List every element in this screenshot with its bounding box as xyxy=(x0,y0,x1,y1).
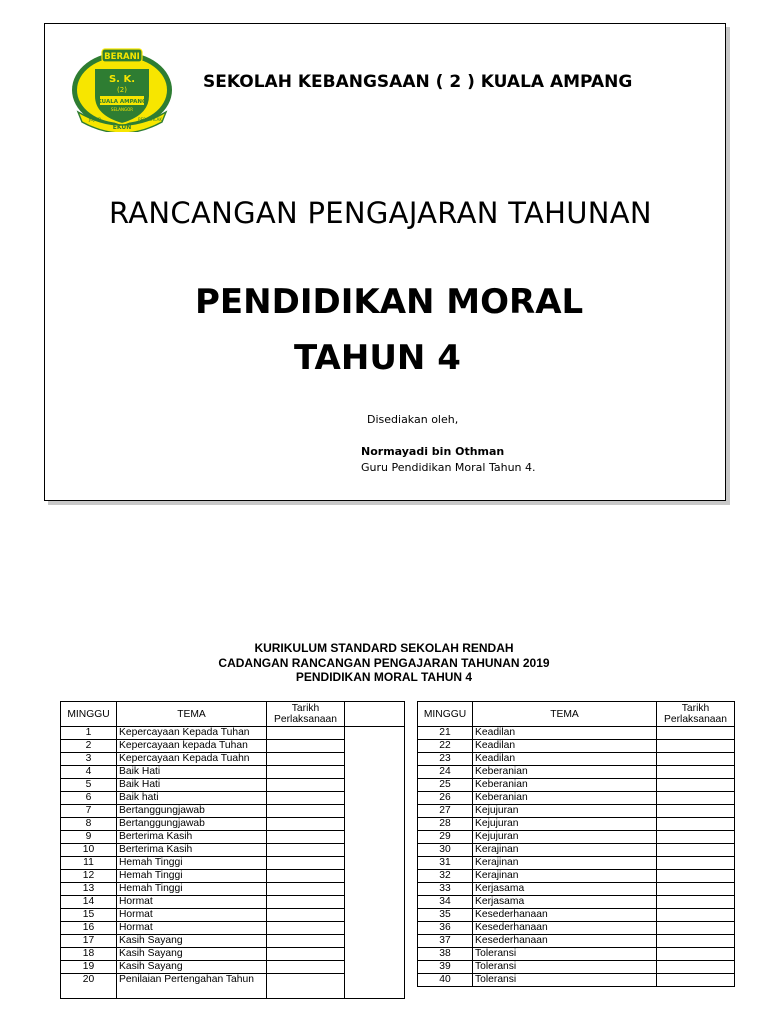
theme-cell: Kerajinan xyxy=(473,857,657,870)
theme-cell: Baik Hati xyxy=(117,779,267,792)
table-row xyxy=(418,818,735,831)
table-body-right xyxy=(418,727,735,987)
date-cell xyxy=(267,805,345,818)
document-title: RANCANGAN PENGAJARAN TAHUNAN xyxy=(109,196,652,230)
theme-cell: Kejujuran xyxy=(473,818,657,831)
theme-cell: Kepercayaan Kepada Tuhan xyxy=(117,727,267,740)
date-cell xyxy=(657,831,735,844)
theme-cell: Keberanian xyxy=(473,792,657,805)
week-number: 3 xyxy=(61,753,117,766)
date-cell xyxy=(267,831,345,844)
week-number: 35 xyxy=(418,909,473,922)
table-row xyxy=(418,896,735,909)
table-header-row xyxy=(418,702,735,727)
date-cell xyxy=(267,935,345,948)
date-cell xyxy=(657,779,735,792)
week-number: 5 xyxy=(61,779,117,792)
week-number: 32 xyxy=(418,870,473,883)
spacer-column xyxy=(345,727,405,999)
date-cell xyxy=(657,883,735,896)
logo-ribbon-left: JUJUR xyxy=(88,118,102,123)
theme-cell: Kejujuran xyxy=(473,805,657,818)
week-number: 14 xyxy=(61,896,117,909)
date-header-line1: Tarikh xyxy=(681,703,710,714)
week-number: 25 xyxy=(418,779,473,792)
week-number: 37 xyxy=(418,935,473,948)
table-header-row xyxy=(61,702,405,727)
theme-cell: Hormat xyxy=(117,896,267,909)
week-number: 13 xyxy=(61,883,117,896)
week-number: 12 xyxy=(61,870,117,883)
date-cell xyxy=(657,792,735,805)
week-number: 24 xyxy=(418,766,473,779)
table-row xyxy=(61,727,405,740)
author-name: Normayadi bin Othman xyxy=(361,445,505,458)
week-number: 15 xyxy=(61,909,117,922)
logo-state: SELANGOR xyxy=(110,107,134,112)
theme-cell: Kerajinan xyxy=(473,870,657,883)
date-header xyxy=(267,702,345,727)
prepared-by-label: Disediakan oleh, xyxy=(367,413,459,426)
week-number: 40 xyxy=(418,974,473,987)
date-cell xyxy=(657,961,735,974)
table-row xyxy=(418,779,735,792)
date-cell xyxy=(657,922,735,935)
theme-cell: Kepercayaan Kepada Tuahn xyxy=(117,753,267,766)
week-header: MINGGU xyxy=(418,702,473,727)
theme-cell: Keadilan xyxy=(473,753,657,766)
theme-cell: Bertanggungjawab xyxy=(117,805,267,818)
date-cell xyxy=(267,948,345,961)
weekly-plan-table-right xyxy=(417,701,735,987)
week-number: 19 xyxy=(61,961,117,974)
theme-cell: Toleransi xyxy=(473,948,657,961)
date-header-line2: Perlaksanaan xyxy=(664,714,727,725)
date-header-line1: Tarikh xyxy=(291,703,320,714)
date-cell xyxy=(657,948,735,961)
table-row xyxy=(418,766,735,779)
table-row xyxy=(418,922,735,935)
table-row xyxy=(418,961,735,974)
date-cell xyxy=(267,896,345,909)
table-row xyxy=(418,753,735,766)
date-cell xyxy=(267,740,345,753)
date-header xyxy=(657,702,735,727)
plan-heading-title: CADANGAN RANCANGAN PENGAJARAN TAHUNAN 2019 xyxy=(218,655,550,670)
table-row xyxy=(418,883,735,896)
week-number: 39 xyxy=(418,961,473,974)
week-number: 28 xyxy=(418,818,473,831)
theme-cell: Berterima Kasih xyxy=(117,831,267,844)
school-name: SEKOLAH KEBANGSAAN ( 2 ) KUALA AMPANG xyxy=(203,72,633,92)
spacer-column xyxy=(345,702,405,727)
table-row xyxy=(418,948,735,961)
theme-header: TEMA xyxy=(473,702,657,727)
week-number: 18 xyxy=(61,948,117,961)
week-number: 1 xyxy=(61,727,117,740)
date-cell xyxy=(657,896,735,909)
date-cell xyxy=(267,792,345,805)
week-number: 26 xyxy=(418,792,473,805)
theme-cell: Kesederhanaan xyxy=(473,935,657,948)
theme-cell: Kasih Sayang xyxy=(117,961,267,974)
theme-cell: Keberanian xyxy=(473,766,657,779)
date-header-line2: Perlaksanaan xyxy=(274,714,337,725)
plan-heading-curriculum: KURIKULUM STANDARD SEKOLAH RENDAH xyxy=(254,641,514,655)
cover-page xyxy=(44,23,726,501)
date-cell xyxy=(657,766,735,779)
table-row xyxy=(418,805,735,818)
theme-cell: Penilaian Pertengahan Tahun xyxy=(117,974,267,999)
week-number: 23 xyxy=(418,753,473,766)
logo-ribbon-right: BERAKHLAK xyxy=(138,117,162,122)
date-cell xyxy=(657,974,735,987)
theme-cell: Baik Hati xyxy=(117,766,267,779)
week-number: 33 xyxy=(418,883,473,896)
date-cell xyxy=(267,857,345,870)
theme-cell: Toleransi xyxy=(473,961,657,974)
theme-cell: Kasih Sayang xyxy=(117,935,267,948)
theme-cell: Kerjasama xyxy=(473,896,657,909)
week-number: 30 xyxy=(418,844,473,857)
date-cell xyxy=(657,727,735,740)
theme-cell: Kerjasama xyxy=(473,883,657,896)
week-number: 9 xyxy=(61,831,117,844)
date-cell xyxy=(657,870,735,883)
week-number: 27 xyxy=(418,805,473,818)
date-cell xyxy=(267,961,345,974)
theme-cell: Hormat xyxy=(117,909,267,922)
week-number: 7 xyxy=(61,805,117,818)
date-cell xyxy=(657,740,735,753)
date-cell xyxy=(657,805,735,818)
week-number: 2 xyxy=(61,740,117,753)
table-body-left xyxy=(61,727,405,999)
date-cell xyxy=(657,753,735,766)
theme-cell: Keadilan xyxy=(473,727,657,740)
theme-cell: Kasih Sayang xyxy=(117,948,267,961)
date-cell xyxy=(657,844,735,857)
week-number: 34 xyxy=(418,896,473,909)
theme-cell: Bertanggungjawab xyxy=(117,818,267,831)
author-role: Guru Pendidikan Moral Tahun 4. xyxy=(361,461,536,474)
week-number: 6 xyxy=(61,792,117,805)
week-number: 38 xyxy=(418,948,473,961)
week-number: 29 xyxy=(418,831,473,844)
table-row xyxy=(418,740,735,753)
date-cell xyxy=(267,870,345,883)
table-row xyxy=(418,857,735,870)
date-cell xyxy=(657,857,735,870)
school-crest-logo xyxy=(70,46,174,132)
date-cell xyxy=(267,883,345,896)
date-cell xyxy=(657,818,735,831)
table-row xyxy=(418,935,735,948)
logo-place: KUALA AMPANG xyxy=(97,99,147,105)
date-cell xyxy=(267,922,345,935)
theme-cell: Keberanian xyxy=(473,779,657,792)
logo-number: (2) xyxy=(117,86,127,94)
date-cell xyxy=(267,818,345,831)
theme-cell: Kerajinan xyxy=(473,844,657,857)
theme-cell: Baik hati xyxy=(117,792,267,805)
week-number: 21 xyxy=(418,727,473,740)
date-cell xyxy=(267,766,345,779)
date-cell xyxy=(267,779,345,792)
logo-top-text: BERANI xyxy=(104,52,140,62)
week-number: 17 xyxy=(61,935,117,948)
theme-cell: Hemah Tinggi xyxy=(117,883,267,896)
date-cell xyxy=(267,727,345,740)
subject-title: PENDIDIKAN MORAL xyxy=(195,282,584,322)
week-number: 22 xyxy=(418,740,473,753)
week-number: 31 xyxy=(418,857,473,870)
year-title: TAHUN 4 xyxy=(294,338,461,378)
theme-cell: Hormat xyxy=(117,922,267,935)
date-cell xyxy=(267,844,345,857)
date-cell xyxy=(657,935,735,948)
theme-header: TEMA xyxy=(117,702,267,727)
weekly-plan-table-left xyxy=(60,701,405,999)
week-number: 11 xyxy=(61,857,117,870)
week-number: 8 xyxy=(61,818,117,831)
theme-cell: Keadilan xyxy=(473,740,657,753)
logo-initials: S. K. xyxy=(108,74,136,85)
date-cell xyxy=(267,974,345,999)
table-row xyxy=(418,870,735,883)
date-cell xyxy=(657,909,735,922)
theme-cell: Kesederhanaan xyxy=(473,922,657,935)
theme-cell: Toleransi xyxy=(473,974,657,987)
date-cell xyxy=(267,909,345,922)
theme-cell: Kejujuran xyxy=(473,831,657,844)
theme-cell: Hemah Tinggi xyxy=(117,870,267,883)
theme-cell: Berterima Kasih xyxy=(117,844,267,857)
week-number: 20 xyxy=(61,974,117,999)
table-row xyxy=(418,727,735,740)
table-row xyxy=(418,974,735,987)
plan-heading xyxy=(0,641,768,685)
week-header: MINGGU xyxy=(61,702,117,727)
week-number: 16 xyxy=(61,922,117,935)
logo-ribbon-middle: EKUN xyxy=(112,124,132,131)
table-row xyxy=(418,792,735,805)
week-number: 36 xyxy=(418,922,473,935)
theme-cell: Kepercayaan kepada Tuhan xyxy=(117,740,267,753)
theme-cell: Kesederhanaan xyxy=(473,909,657,922)
date-cell xyxy=(267,753,345,766)
plan-heading-subject: PENDIDIKAN MORAL TAHUN 4 xyxy=(295,670,473,684)
table-row xyxy=(418,909,735,922)
week-number: 4 xyxy=(61,766,117,779)
theme-cell: Hemah Tinggi xyxy=(117,857,267,870)
table-row xyxy=(418,844,735,857)
week-number: 10 xyxy=(61,844,117,857)
table-row xyxy=(418,831,735,844)
